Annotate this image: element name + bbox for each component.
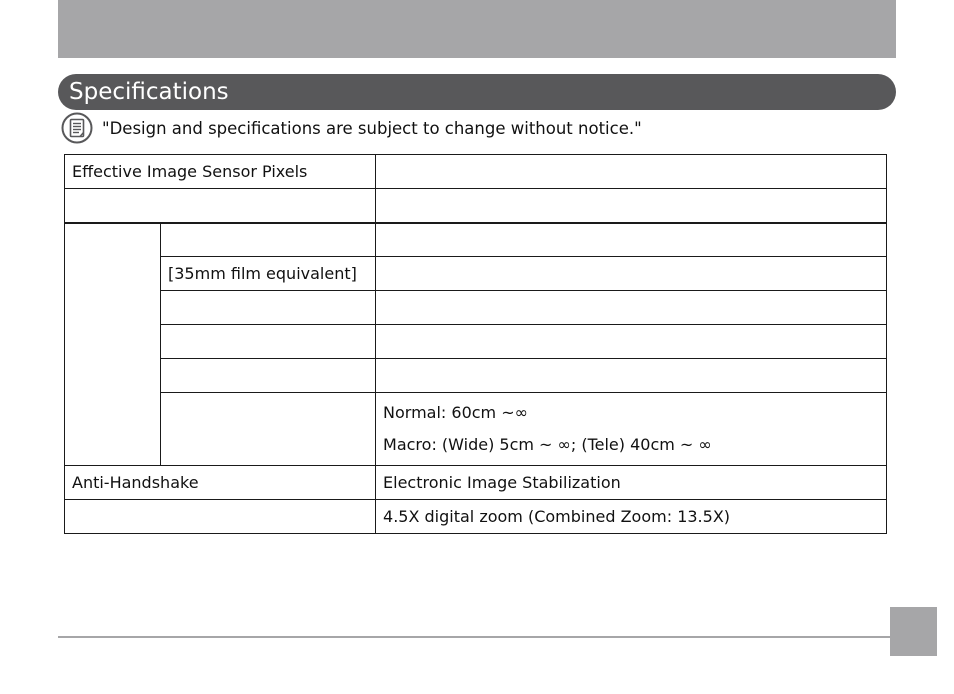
section-title: Specifications xyxy=(69,79,229,105)
table-row xyxy=(65,223,887,257)
spec-label: Anti-Handshake xyxy=(65,466,376,500)
specifications-table xyxy=(64,154,887,534)
note-icon xyxy=(61,112,93,144)
focus-range-macro: Macro: (Wide) 5cm ~ ∞; (Tele) 40cm ~ ∞ xyxy=(383,435,712,454)
spec-group-label xyxy=(65,223,161,466)
table-row xyxy=(65,291,887,325)
spec-value: Electronic Image Stabilization xyxy=(376,466,887,500)
disclaimer-text: "Design and specifications are subject to change without notice." xyxy=(102,118,642,138)
spec-sublabel xyxy=(161,325,376,359)
table-row xyxy=(65,466,887,500)
table-row xyxy=(65,189,887,223)
spec-sublabel xyxy=(161,291,376,325)
focus-range-value xyxy=(376,393,887,466)
section-header xyxy=(58,74,896,110)
table-row xyxy=(65,393,887,466)
spec-sublabel xyxy=(161,359,376,393)
spec-label: Effective Image Sensor Pixels xyxy=(65,155,376,189)
spec-value xyxy=(376,291,887,325)
table-row xyxy=(65,500,887,534)
spec-value xyxy=(376,223,887,257)
spec-value xyxy=(376,189,887,223)
table-row xyxy=(65,257,887,291)
spec-sublabel xyxy=(161,223,376,257)
spec-value: 4.5X digital zoom (Combined Zoom: 13.5X) xyxy=(376,500,887,534)
table-row xyxy=(65,155,887,189)
spec-sublabel xyxy=(161,393,376,466)
note-row xyxy=(61,112,642,144)
spec-label xyxy=(65,189,376,223)
spec-label xyxy=(65,500,376,534)
table-row xyxy=(65,359,887,393)
page-number-tab xyxy=(890,607,937,656)
spec-value xyxy=(376,359,887,393)
spec-value xyxy=(376,155,887,189)
spec-sublabel: [35mm film equivalent] xyxy=(161,257,376,291)
footer-rule xyxy=(58,636,890,638)
table-row xyxy=(65,325,887,359)
top-banner xyxy=(58,0,896,58)
focus-range-normal: Normal: 60cm ~∞ xyxy=(383,403,528,422)
spec-value xyxy=(376,257,887,291)
spec-value xyxy=(376,325,887,359)
